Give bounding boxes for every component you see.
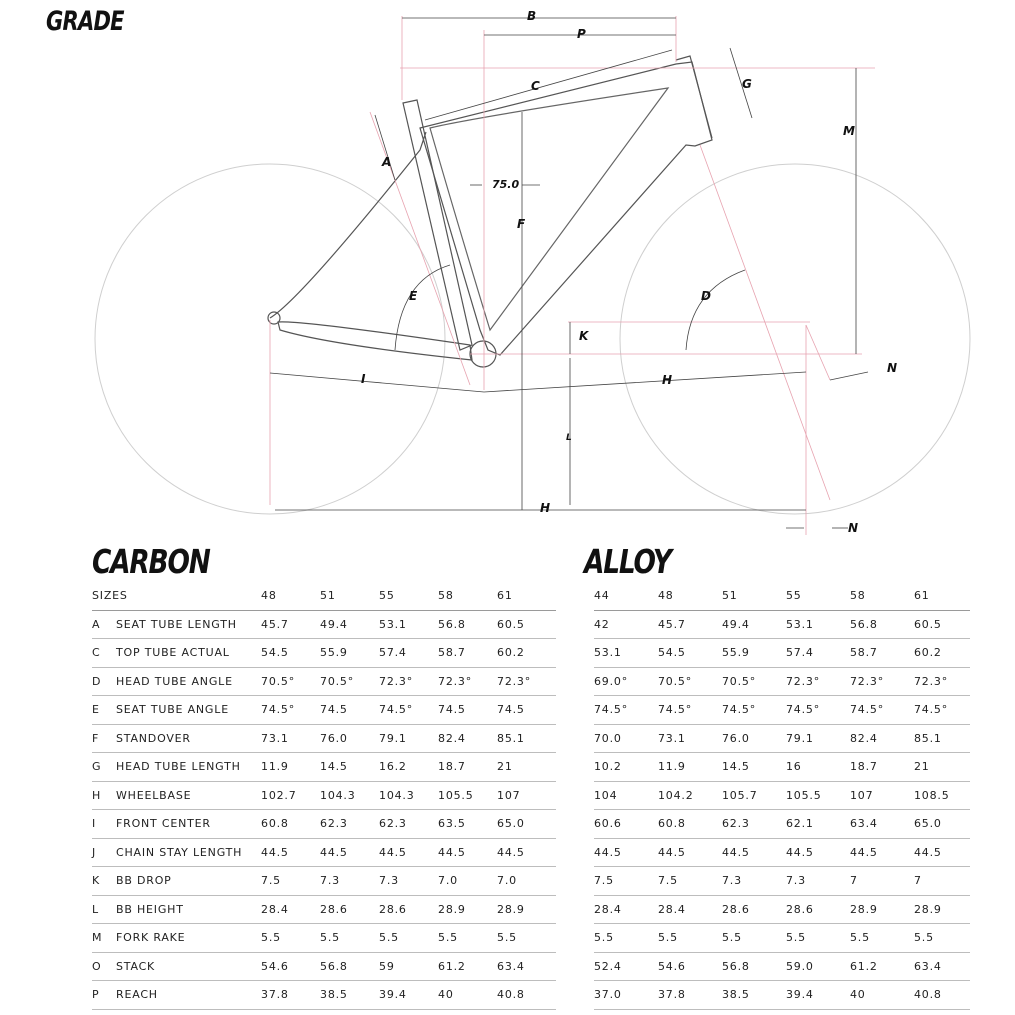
dim-label-j: I bbox=[361, 372, 366, 386]
table-cell: 85.1 bbox=[497, 724, 556, 753]
table-cell: 60.8 bbox=[261, 810, 320, 839]
row-key: F bbox=[92, 724, 116, 753]
size-header: 58 bbox=[850, 582, 914, 610]
table-cell: 65.0 bbox=[914, 810, 970, 839]
table-cell: 62.3 bbox=[320, 810, 379, 839]
table-cell: 28.6 bbox=[379, 895, 438, 924]
table-cell: 11.9 bbox=[658, 753, 722, 782]
table-cell: 5.5 bbox=[786, 924, 850, 953]
table-cell: 79.1 bbox=[786, 724, 850, 753]
table-row bbox=[594, 952, 970, 981]
table-cell: 44.5 bbox=[261, 838, 320, 867]
table-row bbox=[594, 639, 970, 668]
table-cell: 7.3 bbox=[786, 867, 850, 896]
table-cell: 7.3 bbox=[320, 867, 379, 896]
table-cell: 28.4 bbox=[594, 895, 658, 924]
table-cell: 62.3 bbox=[722, 810, 786, 839]
table-cell: 45.7 bbox=[261, 610, 320, 639]
table-cell: 28.6 bbox=[320, 895, 379, 924]
dim-label-e: E bbox=[409, 289, 418, 303]
row-label: REACH bbox=[116, 981, 261, 1010]
table-cell: 52.4 bbox=[594, 952, 658, 981]
dim-label-l: L bbox=[566, 433, 572, 443]
table-cell: 44.5 bbox=[320, 838, 379, 867]
carbon-title: CARBON bbox=[92, 542, 210, 581]
table-row bbox=[594, 895, 970, 924]
table-cell: 54.5 bbox=[658, 639, 722, 668]
dim-label-b: B bbox=[527, 9, 537, 23]
row-key: I bbox=[92, 810, 116, 839]
table-cell: 72.3° bbox=[379, 667, 438, 696]
table-cell: 16 bbox=[786, 753, 850, 782]
row-key: D bbox=[92, 667, 116, 696]
dim-label-m: N bbox=[887, 361, 898, 375]
row-key: H bbox=[92, 781, 116, 810]
table-row bbox=[92, 924, 556, 953]
alloy-title: ALLOY bbox=[584, 542, 671, 581]
table-cell: 73.1 bbox=[261, 724, 320, 753]
table-cell: 63.4 bbox=[914, 952, 970, 981]
table-cell: 7 bbox=[914, 867, 970, 896]
dim-label-i: H bbox=[662, 373, 673, 387]
table-cell: 70.5° bbox=[320, 667, 379, 696]
table-cell: 60.8 bbox=[658, 810, 722, 839]
table-row bbox=[594, 924, 970, 953]
table-cell: 74.5° bbox=[722, 696, 786, 725]
size-header: 61 bbox=[914, 582, 970, 610]
table-cell: 7.3 bbox=[379, 867, 438, 896]
table-cell: 104.3 bbox=[379, 781, 438, 810]
table-cell: 7.0 bbox=[438, 867, 497, 896]
table-cell: 53.1 bbox=[594, 639, 658, 668]
row-label: HEAD TUBE LENGTH bbox=[116, 753, 261, 782]
table-row bbox=[92, 724, 556, 753]
table-cell: 70.5° bbox=[722, 667, 786, 696]
table-cell: 60.5 bbox=[914, 610, 970, 639]
row-label: SEAT TUBE LENGTH bbox=[116, 610, 261, 639]
dim-label-n: N bbox=[848, 521, 859, 535]
dim-label-p: P bbox=[577, 27, 586, 41]
size-header: 55 bbox=[786, 582, 850, 610]
table-cell: 102.7 bbox=[261, 781, 320, 810]
size-header: 61 bbox=[497, 582, 556, 610]
table-cell: 56.8 bbox=[320, 952, 379, 981]
table-cell: 49.4 bbox=[320, 610, 379, 639]
table-row bbox=[92, 810, 556, 839]
table-row bbox=[92, 781, 556, 810]
table-cell: 28.9 bbox=[497, 895, 556, 924]
reference-lines bbox=[270, 16, 875, 535]
table-cell: 74.5 bbox=[438, 696, 497, 725]
table-cell: 28.6 bbox=[722, 895, 786, 924]
dim-label-a: A bbox=[382, 155, 392, 169]
table-cell: 54.5 bbox=[261, 639, 320, 668]
table-cell: 44.5 bbox=[786, 838, 850, 867]
table-cell: 5.5 bbox=[379, 924, 438, 953]
table-row bbox=[92, 639, 556, 668]
table-row bbox=[594, 753, 970, 782]
dim-label-c: C bbox=[531, 79, 540, 93]
table-cell: 28.4 bbox=[261, 895, 320, 924]
table-cell: 44.5 bbox=[438, 838, 497, 867]
table-row bbox=[92, 952, 556, 981]
table-cell: 85.1 bbox=[914, 724, 970, 753]
table-cell: 28.4 bbox=[658, 895, 722, 924]
table-row bbox=[92, 667, 556, 696]
table-cell: 58.7 bbox=[438, 639, 497, 668]
table-cell: 7.5 bbox=[658, 867, 722, 896]
table-cell: 5.5 bbox=[914, 924, 970, 953]
table-cell: 61.2 bbox=[850, 952, 914, 981]
table-cell: 44.5 bbox=[914, 838, 970, 867]
table-cell: 44.5 bbox=[497, 838, 556, 867]
size-header: 55 bbox=[379, 582, 438, 610]
table-cell: 65.0 bbox=[497, 810, 556, 839]
size-header: 51 bbox=[320, 582, 379, 610]
dimension-lines bbox=[270, 18, 868, 528]
table-cell: 44.5 bbox=[850, 838, 914, 867]
sizes-header: SIZES bbox=[92, 582, 261, 610]
dim-label-f: F bbox=[517, 217, 526, 231]
table-cell: 74.5 bbox=[497, 696, 556, 725]
table-cell: 10.2 bbox=[594, 753, 658, 782]
dim-label-g: G bbox=[742, 77, 752, 91]
table-cell: 60.2 bbox=[497, 639, 556, 668]
row-key: L bbox=[92, 895, 116, 924]
table-cell: 59.0 bbox=[786, 952, 850, 981]
size-header: 48 bbox=[261, 582, 320, 610]
table-cell: 40.8 bbox=[914, 981, 970, 1010]
size-header: 51 bbox=[722, 582, 786, 610]
table-cell: 69.0° bbox=[594, 667, 658, 696]
table-cell: 37.8 bbox=[261, 981, 320, 1010]
table-cell: 76.0 bbox=[722, 724, 786, 753]
table-cell: 76.0 bbox=[320, 724, 379, 753]
table-cell: 5.5 bbox=[320, 924, 379, 953]
front-wheel bbox=[620, 164, 970, 514]
table-cell: 38.5 bbox=[722, 981, 786, 1010]
row-key: J bbox=[92, 838, 116, 867]
table-cell: 60.6 bbox=[594, 810, 658, 839]
row-label: CHAIN STAY LENGTH bbox=[116, 838, 261, 867]
table-cell: 57.4 bbox=[379, 639, 438, 668]
table-cell: 55.9 bbox=[722, 639, 786, 668]
table-cell: 7.0 bbox=[497, 867, 556, 896]
row-key: O bbox=[92, 952, 116, 981]
table-cell: 55.9 bbox=[320, 639, 379, 668]
table-cell: 82.4 bbox=[438, 724, 497, 753]
table-cell: 104 bbox=[594, 781, 658, 810]
table-cell: 54.6 bbox=[658, 952, 722, 981]
table-cell: 104.3 bbox=[320, 781, 379, 810]
table-cell: 108.5 bbox=[914, 781, 970, 810]
table-row bbox=[594, 724, 970, 753]
row-label: SEAT TUBE ANGLE bbox=[116, 696, 261, 725]
table-cell: 5.5 bbox=[722, 924, 786, 953]
table-cell: 79.1 bbox=[379, 724, 438, 753]
table-cell: 5.5 bbox=[594, 924, 658, 953]
row-key: M bbox=[92, 924, 116, 953]
table-cell: 72.3° bbox=[786, 667, 850, 696]
table-cell: 62.1 bbox=[786, 810, 850, 839]
table-cell: 56.8 bbox=[722, 952, 786, 981]
table-row bbox=[594, 867, 970, 896]
table-cell: 105.5 bbox=[786, 781, 850, 810]
table-cell: 56.8 bbox=[850, 610, 914, 639]
table-row bbox=[594, 781, 970, 810]
table-cell: 38.5 bbox=[320, 981, 379, 1010]
table-cell: 28.9 bbox=[438, 895, 497, 924]
table-cell: 56.8 bbox=[438, 610, 497, 639]
table-cell: 72.3° bbox=[438, 667, 497, 696]
table-cell: 7.3 bbox=[722, 867, 786, 896]
size-header: 58 bbox=[438, 582, 497, 610]
table-row bbox=[92, 867, 556, 896]
table-cell: 74.5° bbox=[658, 696, 722, 725]
seat-angle-value: 75.0 bbox=[492, 178, 520, 191]
table-row bbox=[594, 610, 970, 639]
table-cell: 39.4 bbox=[786, 981, 850, 1010]
carbon-geometry-table bbox=[92, 582, 556, 1010]
table-header-row bbox=[92, 582, 556, 610]
table-cell: 54.6 bbox=[261, 952, 320, 981]
table-cell: 72.3° bbox=[497, 667, 556, 696]
table-cell: 39.4 bbox=[379, 981, 438, 1010]
alloy-geometry-table bbox=[594, 582, 970, 1010]
table-cell: 72.3° bbox=[914, 667, 970, 696]
table-cell: 73.1 bbox=[658, 724, 722, 753]
table-cell: 49.4 bbox=[722, 610, 786, 639]
row-label: FORK RAKE bbox=[116, 924, 261, 953]
table-cell: 7 bbox=[850, 867, 914, 896]
table-cell: 60.5 bbox=[497, 610, 556, 639]
table-cell: 45.7 bbox=[658, 610, 722, 639]
table-cell: 42 bbox=[594, 610, 658, 639]
row-key: A bbox=[92, 610, 116, 639]
row-label: HEAD TUBE ANGLE bbox=[116, 667, 261, 696]
row-label: FRONT CENTER bbox=[116, 810, 261, 839]
table-cell: 14.5 bbox=[320, 753, 379, 782]
table-cell: 5.5 bbox=[261, 924, 320, 953]
dim-label-k: K bbox=[579, 329, 589, 343]
table-cell: 74.5° bbox=[379, 696, 438, 725]
table-row bbox=[594, 838, 970, 867]
table-cell: 44.5 bbox=[594, 838, 658, 867]
table-cell: 107 bbox=[497, 781, 556, 810]
row-key: K bbox=[92, 867, 116, 896]
table-cell: 14.5 bbox=[722, 753, 786, 782]
table-cell: 21 bbox=[497, 753, 556, 782]
bike-frame bbox=[268, 56, 712, 367]
table-cell: 105.5 bbox=[438, 781, 497, 810]
table-cell: 5.5 bbox=[438, 924, 497, 953]
table-row bbox=[594, 981, 970, 1010]
table-cell: 5.5 bbox=[850, 924, 914, 953]
dim-label-d: D bbox=[701, 289, 711, 303]
table-row bbox=[594, 810, 970, 839]
table-cell: 18.7 bbox=[438, 753, 497, 782]
size-header: 44 bbox=[594, 582, 658, 610]
table-row bbox=[594, 667, 970, 696]
table-cell: 16.2 bbox=[379, 753, 438, 782]
table-cell: 60.2 bbox=[914, 639, 970, 668]
table-cell: 44.5 bbox=[722, 838, 786, 867]
table-row bbox=[92, 696, 556, 725]
row-key: P bbox=[92, 981, 116, 1010]
table-cell: 5.5 bbox=[658, 924, 722, 953]
table-cell: 53.1 bbox=[786, 610, 850, 639]
row-label: TOP TUBE ACTUAL bbox=[116, 639, 261, 668]
dim-label-h: H bbox=[540, 501, 551, 515]
dim-label-o: M bbox=[843, 124, 855, 138]
table-cell: 28.9 bbox=[850, 895, 914, 924]
table-header-row bbox=[594, 582, 970, 610]
row-label: STANDOVER bbox=[116, 724, 261, 753]
row-label: BB DROP bbox=[116, 867, 261, 896]
table-cell: 61.2 bbox=[438, 952, 497, 981]
row-label: BB HEIGHT bbox=[116, 895, 261, 924]
table-cell: 104.2 bbox=[658, 781, 722, 810]
table-cell: 70.5° bbox=[261, 667, 320, 696]
size-header: 48 bbox=[658, 582, 722, 610]
table-cell: 63.5 bbox=[438, 810, 497, 839]
row-key: G bbox=[92, 753, 116, 782]
table-row bbox=[92, 610, 556, 639]
row-key: C bbox=[92, 639, 116, 668]
row-key: E bbox=[92, 696, 116, 725]
table-cell: 28.9 bbox=[914, 895, 970, 924]
table-cell: 74.5° bbox=[914, 696, 970, 725]
table-cell: 44.5 bbox=[658, 838, 722, 867]
table-cell: 62.3 bbox=[379, 810, 438, 839]
table-cell: 72.3° bbox=[850, 667, 914, 696]
table-row bbox=[594, 696, 970, 725]
table-cell: 107 bbox=[850, 781, 914, 810]
row-label: STACK bbox=[116, 952, 261, 981]
table-cell: 74.5° bbox=[594, 696, 658, 725]
table-cell: 82.4 bbox=[850, 724, 914, 753]
table-cell: 37.8 bbox=[658, 981, 722, 1010]
table-cell: 70.0 bbox=[594, 724, 658, 753]
table-cell: 70.5° bbox=[658, 667, 722, 696]
table-cell: 40 bbox=[438, 981, 497, 1010]
table-cell: 53.1 bbox=[379, 610, 438, 639]
table-row bbox=[92, 895, 556, 924]
table-cell: 18.7 bbox=[850, 753, 914, 782]
table-cell: 74.5° bbox=[850, 696, 914, 725]
table-cell: 74.5° bbox=[261, 696, 320, 725]
table-cell: 11.9 bbox=[261, 753, 320, 782]
table-cell: 28.6 bbox=[786, 895, 850, 924]
table-cell: 59 bbox=[379, 952, 438, 981]
table-cell: 63.4 bbox=[850, 810, 914, 839]
table-cell: 37.0 bbox=[594, 981, 658, 1010]
table-cell: 21 bbox=[914, 753, 970, 782]
table-cell: 58.7 bbox=[850, 639, 914, 668]
brand-title: GRADE bbox=[46, 6, 124, 37]
table-row bbox=[92, 753, 556, 782]
table-cell: 105.7 bbox=[722, 781, 786, 810]
table-cell: 44.5 bbox=[379, 838, 438, 867]
table-cell: 63.4 bbox=[497, 952, 556, 981]
table-cell: 5.5 bbox=[497, 924, 556, 953]
table-cell: 7.5 bbox=[261, 867, 320, 896]
table-row bbox=[92, 981, 556, 1010]
table-cell: 57.4 bbox=[786, 639, 850, 668]
table-cell: 40.8 bbox=[497, 981, 556, 1010]
table-cell: 40 bbox=[850, 981, 914, 1010]
table-row bbox=[92, 838, 556, 867]
table-cell: 74.5 bbox=[320, 696, 379, 725]
row-label: WHEELBASE bbox=[116, 781, 261, 810]
table-cell: 74.5° bbox=[786, 696, 850, 725]
table-cell: 7.5 bbox=[594, 867, 658, 896]
